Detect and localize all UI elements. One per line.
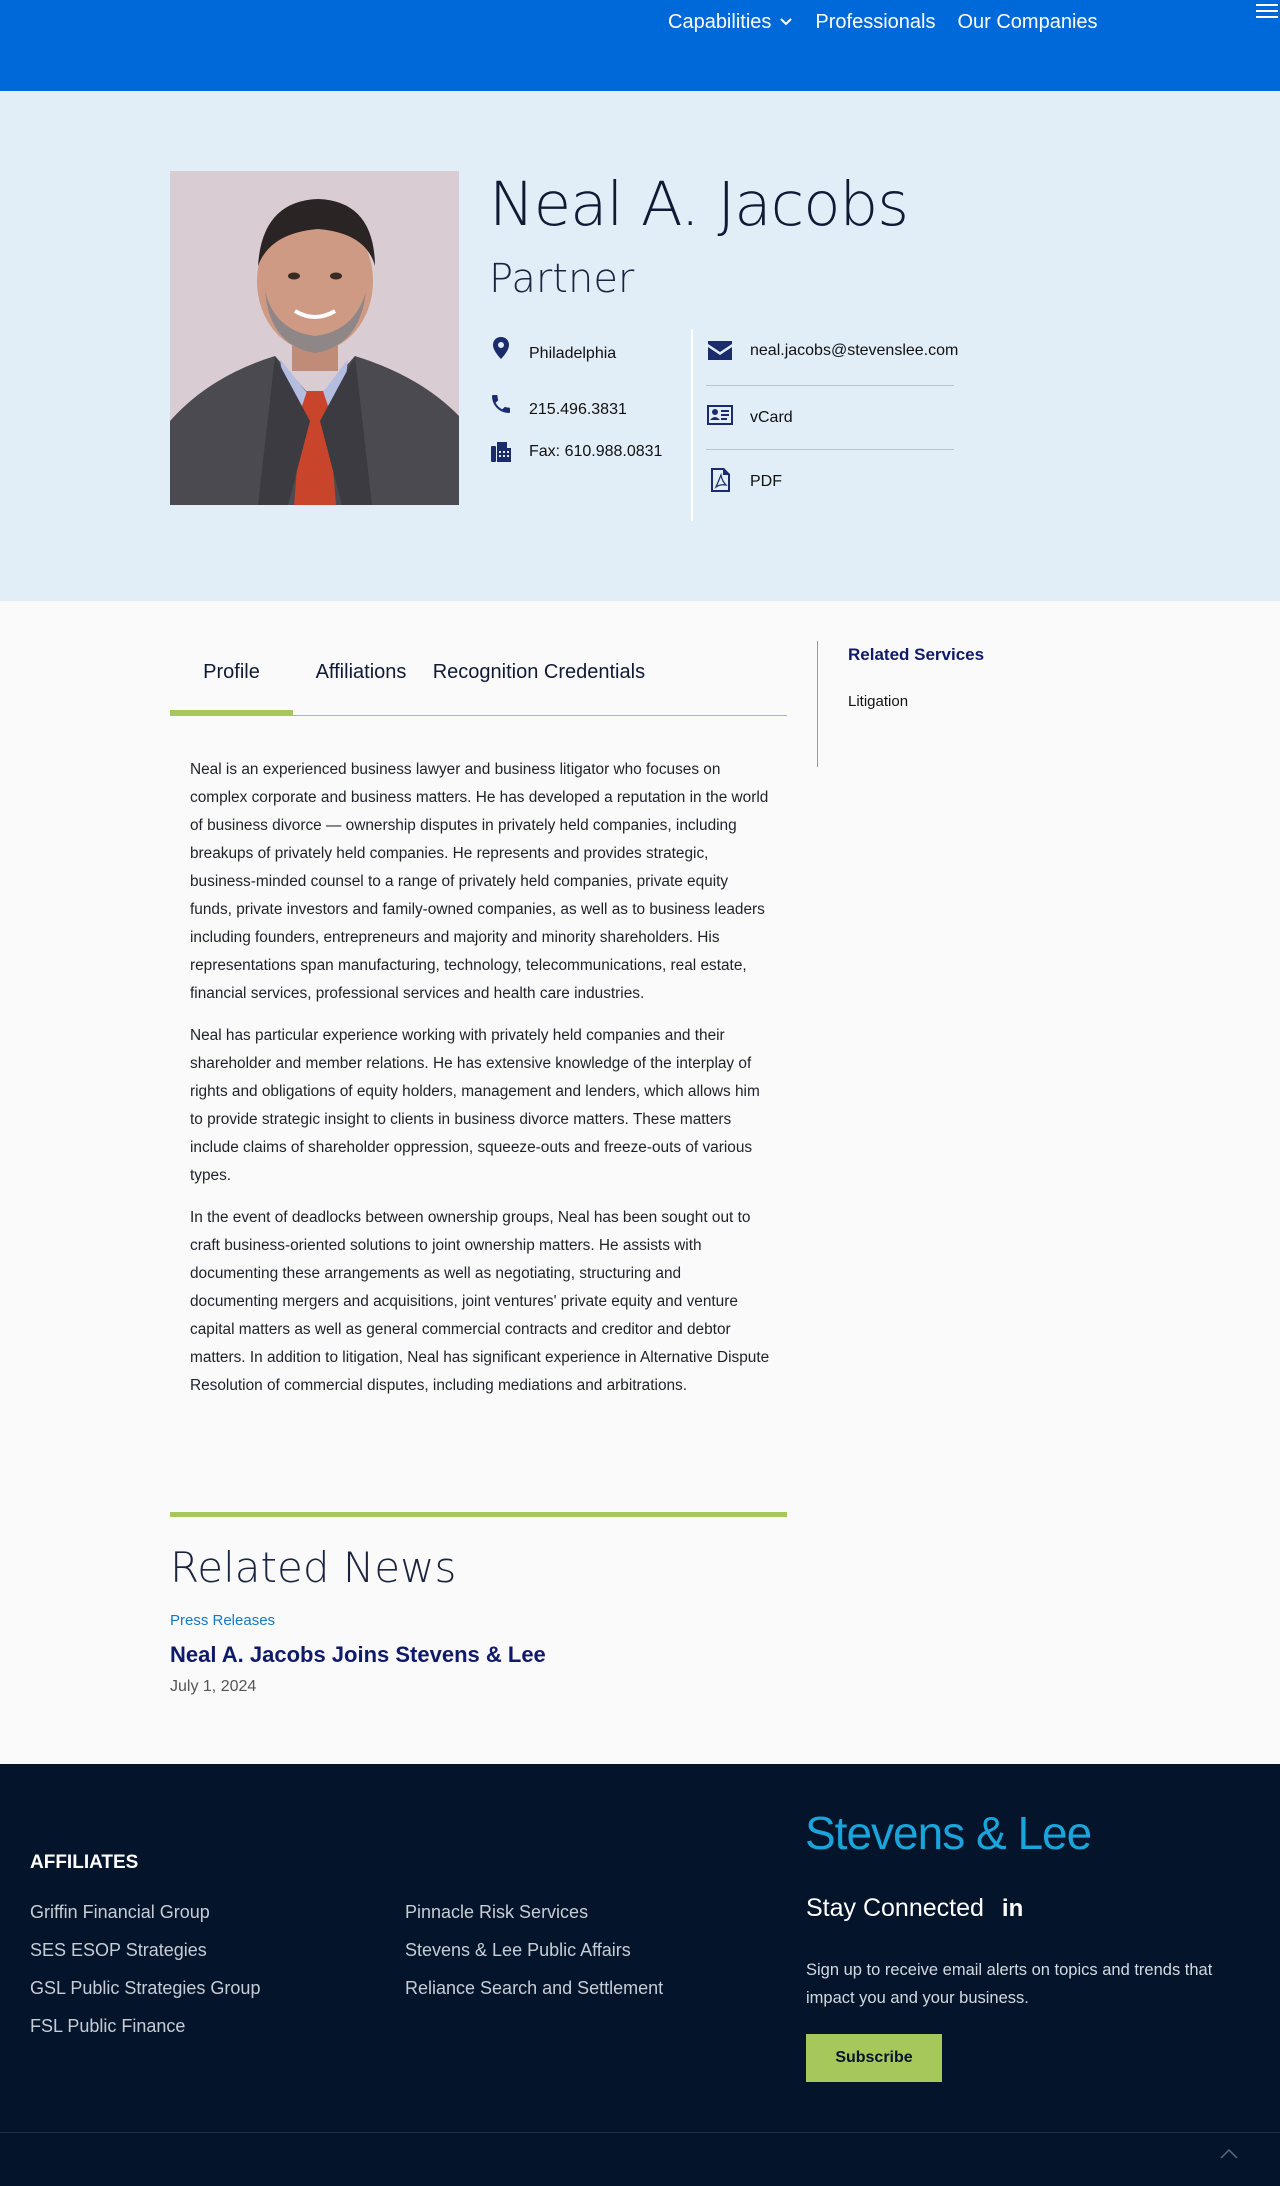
related-services-heading: Related Services xyxy=(848,645,985,664)
tab-profile[interactable]: Profile xyxy=(170,641,293,716)
affiliate-link[interactable]: Stevens & Lee Public Affairs xyxy=(405,1940,631,1960)
affiliates-column-2 xyxy=(405,1902,735,2016)
vcard-icon xyxy=(706,401,734,434)
stevens-lee-logo[interactable]: Stevens & Lee xyxy=(805,1807,1092,1859)
phone-row[interactable] xyxy=(489,392,689,416)
linkedin-icon[interactable]: in xyxy=(1001,1894,1024,1922)
affiliate-link[interactable]: SES ESOP Strategies xyxy=(30,1940,207,1960)
stay-connected-label: Stay Connected xyxy=(806,1894,984,1922)
nav-professionals-label: Professionals xyxy=(815,10,936,33)
top-navigation-bar xyxy=(0,0,1280,91)
person-title: Partner xyxy=(489,256,635,302)
envelope-icon xyxy=(706,336,734,369)
tab-recognition[interactable]: Recognition xyxy=(432,661,539,683)
contact-divider xyxy=(691,329,693,521)
person-name: Neal A. Jacobs xyxy=(489,169,909,240)
hamburger-menu-icon[interactable] xyxy=(1254,0,1280,24)
nav-our-companies-label: Our Companies xyxy=(957,10,1098,33)
affiliate-link[interactable]: Reliance Search and Settlement xyxy=(405,1978,664,1998)
signup-text: Sign up to receive email alerts on topics and trends that impact you and your business. xyxy=(806,1961,1213,2007)
phone-icon xyxy=(489,392,513,416)
bio-paragraph: Neal is an experienced business lawyer and business litigator who focuses on complex corporate and business matters. He has developed a reputation in the world of business divorce — ownership disputes in privately held companies, including breakups of privately held companies. He represents and provides strategic, business-minded counsel to a range of privately held companies, private equity funds, private investors and family-owned companies, as well as to business leaders including founders, entrepreneurs and majority and minority shareholders. His representations span manufacturing, technology, telecommunications, real estate, financial services, professional services and health care industries. xyxy=(190,761,769,1002)
portrait-image xyxy=(170,171,459,505)
affiliates-column-1 xyxy=(30,1902,360,2054)
affiliate-link[interactable]: GSL Public Strategies Group xyxy=(30,1978,261,1998)
location-row[interactable] xyxy=(489,336,689,360)
related-news-heading: Related News xyxy=(170,1543,457,1592)
vcard-link[interactable] xyxy=(706,386,954,450)
pdf-file-icon xyxy=(706,466,734,499)
pdf-link[interactable] xyxy=(706,450,954,514)
site-footer xyxy=(0,1764,1280,2186)
subscribe-button[interactable]: Subscribe xyxy=(806,2034,942,2082)
email-text: neal.jacobs@stevenslee.com xyxy=(750,342,959,359)
chevron-up-icon[interactable] xyxy=(1219,2146,1239,2162)
biography xyxy=(190,756,770,1414)
related-service-litigation[interactable]: Litigation xyxy=(848,693,909,710)
section-divider xyxy=(170,1512,787,1517)
news-category-link[interactable]: Press Releases xyxy=(170,1612,276,1629)
email-link[interactable] xyxy=(706,336,959,386)
news-headline-link[interactable]: Neal A. Jacobs Joins Stevens & Lee xyxy=(170,1642,546,1667)
map-pin-icon xyxy=(489,336,513,360)
main-nav xyxy=(668,0,1098,44)
tab-credentials[interactable]: Credentials xyxy=(543,661,646,683)
bio-paragraph: Neal has particular experience working with privately held companies and their shareholder and member relations. He has extensive knowledge of the interplay of rights and obligations of equity holders, management and lenders, which allows him to provide strategic insight to clients in business divorce matters. These matters include claims of shareholder oppression, squeeze-outs and freeze-outs of various types. xyxy=(190,1027,760,1184)
vcard-text: vCard xyxy=(750,408,793,426)
fax-icon xyxy=(489,440,513,464)
sidebar-divider xyxy=(817,641,818,767)
affiliate-link[interactable]: Pinnacle Risk Services xyxy=(405,1902,589,1922)
nav-our-companies[interactable] xyxy=(957,11,1097,34)
contact-actions xyxy=(706,336,959,514)
chevron-down-icon xyxy=(779,15,793,29)
contact-info xyxy=(489,336,689,464)
profile-photo xyxy=(170,171,459,505)
fax-row xyxy=(489,440,689,464)
pdf-text: PDF xyxy=(750,473,782,490)
fax-text: Fax: 610.988.0831 xyxy=(529,443,663,460)
nav-professionals[interactable] xyxy=(815,11,935,34)
nav-capabilities[interactable] xyxy=(668,11,793,34)
affiliates-heading: AFFILIATES xyxy=(30,1852,139,1873)
profile-header xyxy=(0,91,1280,601)
phone-text: 215.496.3831 xyxy=(529,401,627,418)
nav-capabilities-label: Capabilities xyxy=(668,10,772,33)
tab-affiliations[interactable]: Affiliations xyxy=(315,661,407,683)
profile-tabs xyxy=(170,641,787,716)
bio-paragraph: In the event of deadlocks between ownership groups, Neal has been sought out to craft business-oriented solutions to joint ownership matters. He assists with documenting these arrangements as well as negotiating, structuring and documenting mergers and acquisitions, joint ventures' private equity and venture capital matters as well as general commercial contracts and creditor and debtor matters. In addition to litigation, Neal has significant experience in Alternative Dispute Resolution of commercial disputes, including mediations and arbitrations. xyxy=(190,1209,770,1394)
news-date: July 1, 2024 xyxy=(170,1678,257,1695)
affiliate-link[interactable]: FSL Public Finance xyxy=(30,2016,186,2036)
location-text: Philadelphia xyxy=(529,345,617,362)
affiliate-link[interactable]: Griffin Financial Group xyxy=(30,1902,210,1922)
stay-connected xyxy=(806,1894,1023,1923)
footer-divider xyxy=(0,2132,1280,2133)
